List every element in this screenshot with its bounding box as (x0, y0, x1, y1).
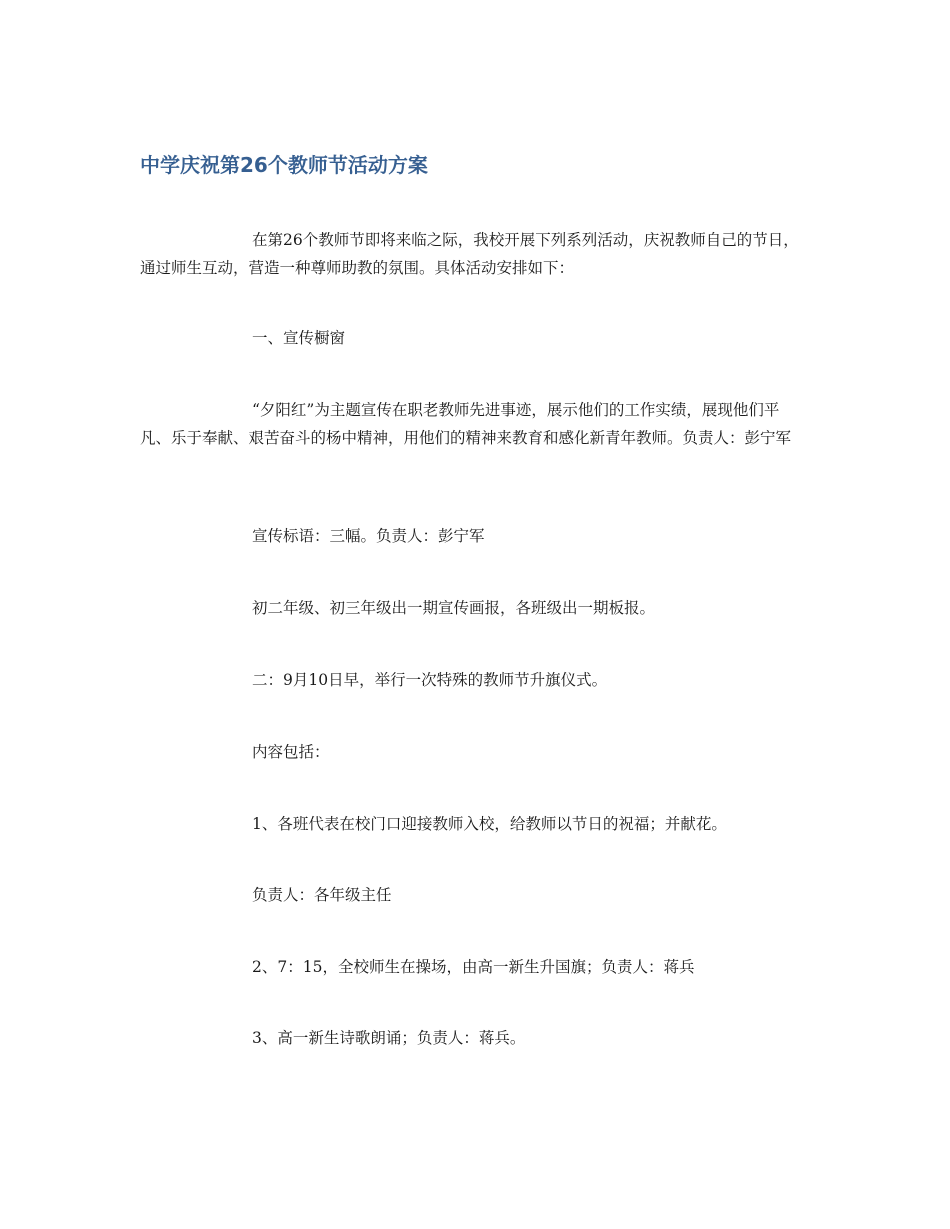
intro-paragraph: 在第26个教师节即将来临之际，我校开展下列系列活动，庆祝教师自己的节日，通过师生互动，营造一种尊师助教的氛围。具体活动安排如下： (140, 231, 799, 277)
list-item-3: 3、高一新生诗歌朗诵；负责人：蒋兵。 (252, 1029, 526, 1047)
slogan-line: 宣传标语：三幅。负责人：彭宁军 (252, 527, 485, 545)
section1-heading: 一、宣传橱窗 (252, 329, 346, 347)
list-item-1-owner: 负责人：各年级主任 (252, 886, 392, 904)
section1-paragraph: “夕阳红”为主题宣传在职老教师先进事迹，展示他们的工作实绩，展现他们平凡、乐于奉献、艰苦奋斗的杨中精神，用他们的精神来教育和感化新青年教师。负责人：彭宁军 (140, 401, 792, 447)
document-title: 中学庆祝第26个教师节活动方案 (140, 153, 428, 177)
poster-line: 初二年级、初三年级出一期宣传画报，各班级出一期板报。 (252, 599, 656, 617)
content-label: 内容包括： (252, 743, 330, 761)
section2-heading: 二：9月10日早，举行一次特殊的教师节升旗仪式。 (252, 671, 608, 689)
list-item-2: 2、7：15，全校师生在操场，由高一新生升国旗；负责人：蒋兵 (252, 958, 695, 976)
list-item-1: 1、各班代表在校门口迎接教师入校，给教师以节日的祝福；并献花。 (252, 815, 727, 833)
